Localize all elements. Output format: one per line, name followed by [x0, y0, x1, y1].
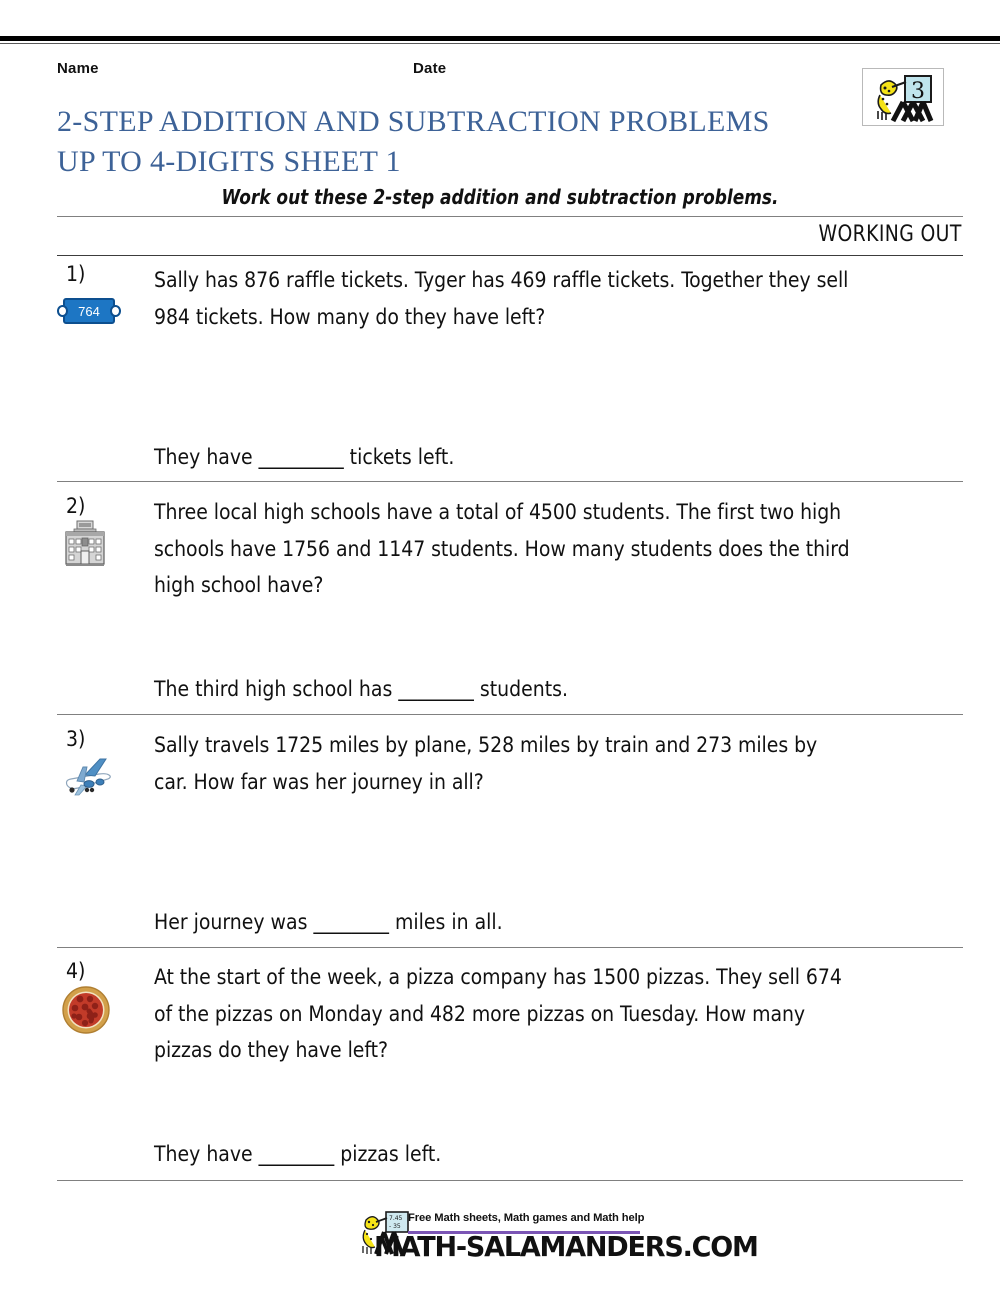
page-title-line1: 2-STEP ADDITION AND SUBTRACTION PROBLEMS: [57, 105, 770, 138]
problem-4-number: 4): [66, 959, 86, 983]
problem-2-text: Three local high schools have a total of 4500 students. The first two high schools have 1756 and 1147 students. How many students does the third high school have?: [154, 500, 850, 598]
top-border-rule: [0, 36, 1000, 41]
problem-3-answer-line: [154, 910, 503, 934]
problem-4-answer-blank[interactable]: ________: [258, 1142, 335, 1166]
footer-tagline: Free Math sheets, Math games and Math help: [408, 1212, 645, 1224]
problem-1-text: Sally has 876 raffle tickets. Tyger has 469 raffle tickets. Together they sell 984 tickets. How many do they have left?: [154, 268, 849, 329]
problem-4-answer-prefix: They have: [154, 1142, 259, 1166]
math-salamanders-grade-logo: [862, 68, 944, 126]
problem-4-text: At the start of the week, a pizza company has 1500 pizzas. They sell 674 of the pizzas on Monday and 482 more pizzas on Tuesday. How many pizzas do they have left?: [154, 965, 842, 1063]
rule-after-problem-4: [57, 1180, 963, 1181]
plane-icon-svg: [61, 755, 117, 799]
problem-2-answer-line: [154, 677, 568, 701]
problem-3-text: Sally travels 1725 miles by plane, 528 miles by train and 273 miles by car. How far was her journey in all?: [154, 733, 818, 794]
ticket-shape: [61, 298, 117, 324]
problem-1-answer-prefix: They have: [154, 445, 259, 469]
instruction-text: Work out these 2-step addition and subtraction problems.: [221, 185, 779, 209]
problem-2-number: 2): [66, 494, 86, 518]
problem-1-answer-suffix: tickets left.: [343, 445, 455, 469]
problem-2-answer-blank[interactable]: ________: [398, 677, 474, 701]
problem-3-answer-suffix: miles in all.: [389, 910, 503, 934]
top-border-rule-thin: [0, 43, 1000, 44]
raffle-ticket-icon: [61, 294, 117, 346]
name-date-row: [57, 60, 963, 80]
footer-branding[interactable]: [356, 1206, 758, 1272]
footer: [0, 1206, 1000, 1276]
rule-after-problem-3: [57, 947, 963, 948]
rule-after-problem-2: [57, 714, 963, 715]
pizza-icon-svg: [61, 985, 111, 1035]
airplane-icon: [61, 755, 117, 807]
problem-2-answer-prefix: The third high school has: [154, 677, 399, 701]
rule-top: [57, 216, 963, 217]
ticket-number: 764: [78, 303, 100, 319]
pizza-icon: [61, 985, 117, 1037]
problem-3-answer-blank[interactable]: ________: [313, 910, 389, 934]
problem-3-number: 3): [66, 727, 86, 751]
footer-domain[interactable]: MATH-SALAMANDERS.COM: [374, 1231, 758, 1264]
problem-3-answer-prefix: Her journey was: [154, 910, 314, 934]
rule-after-problem-1: [57, 481, 963, 482]
rule-below-working-out: [57, 255, 963, 256]
page-title-line2: UP TO 4-DIGITS SHEET 1: [57, 145, 401, 178]
school-icon-svg: [61, 520, 109, 566]
problem-1-number: 1): [66, 262, 86, 286]
problem-1-answer-line: [154, 445, 454, 469]
name-label: Name: [57, 60, 99, 77]
grade-logo-svg: [863, 69, 943, 125]
working-out-header: WORKING OUT: [818, 222, 962, 247]
problem-2-answer-suffix: students.: [473, 677, 568, 701]
svg-text:7.45: 7.45: [389, 1215, 403, 1222]
problem-1-answer-blank[interactable]: _________: [258, 445, 344, 469]
svg-text:3: 3: [911, 79, 925, 104]
problem-4-answer-line: [154, 1142, 441, 1166]
svg-text:- 35: - 35: [389, 1223, 401, 1230]
problem-4-answer-suffix: pizzas left.: [334, 1142, 442, 1166]
date-label: Date: [413, 60, 447, 77]
school-building-icon: [61, 520, 117, 572]
